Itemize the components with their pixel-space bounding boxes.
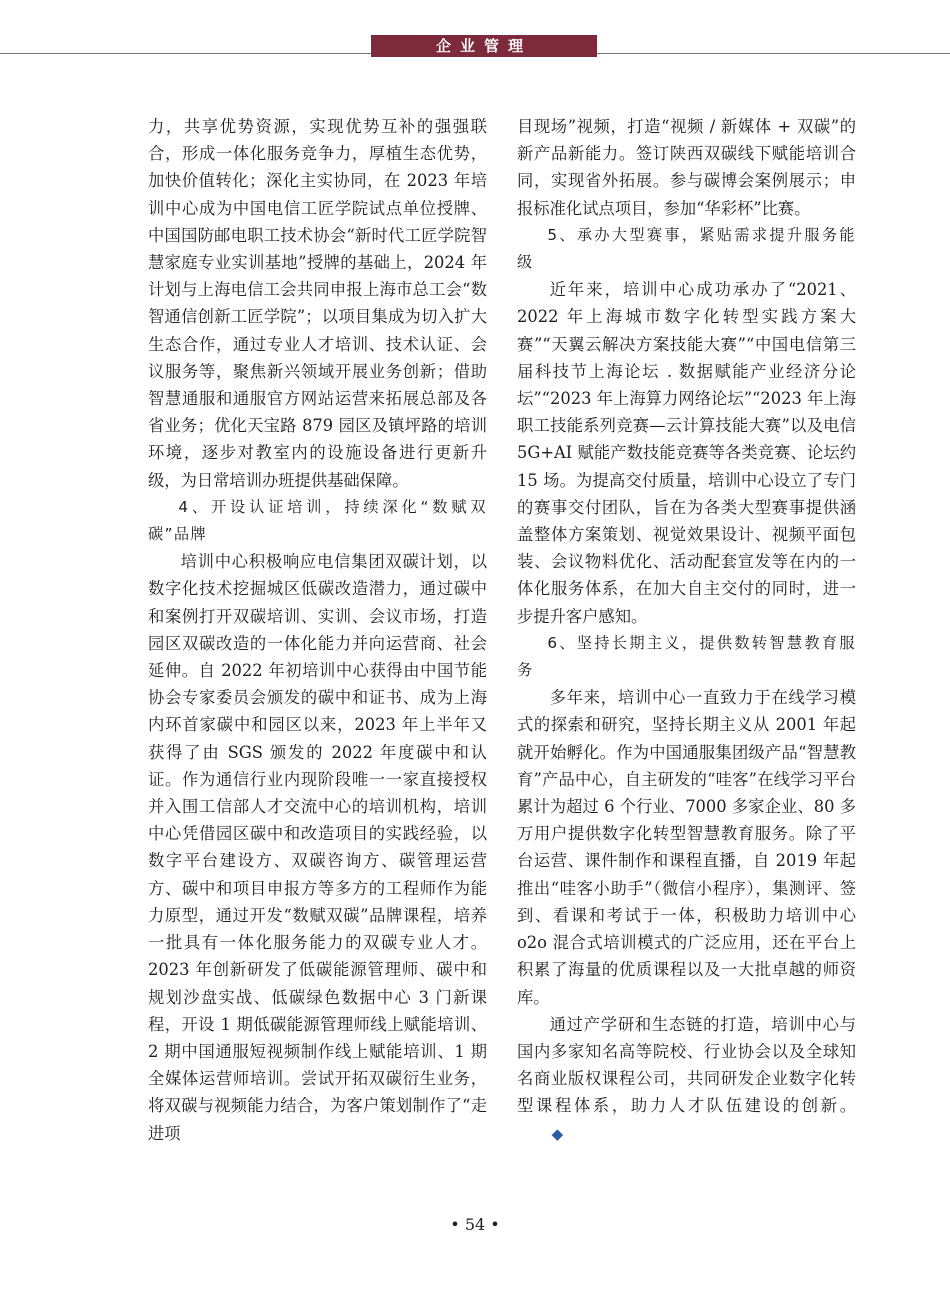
right-column — [517, 113, 856, 1148]
page-number: • 54 • — [450, 1215, 500, 1234]
paragraph: 培训中心积极响应电信集团双碳计划，以数字化技术挖掘城区低碳改造潜力，通过碳中和案例打开双碳培训、实训、会议市场，打造园区双碳改造的一体化能力并向运营商、社会延伸。自 2022 年初培训中心获得由中国节能协会专家委员会颁发的碳中和证书、成为上海内环首家碳中和园区以来，2023 年上半年又获得了由 SGS 颁发的 2022 年度碳中和认证。作为通信行业内现阶段唯一一家直接授权并入围工信部人才交流中心的培训机构，培训中心凭借园区碳中和改造项目的实践经验，以数字平台建设方、双碳咨询方、碳管理运营方、碳中和项目申报方等多方的工程师作为能力原型，通过开发“数赋双碳”品牌课程，培养一批具有一体化服务能力的双碳专业人才。2023 年创新研发了低碳能源管理师、碳中和规划沙盘实战、低碳绿色数据中心 3 门新课程，开设 1 期低碳能源管理师线上赋能培训、2 期中国通服短视频制作线上赋能培训、1 期全媒体运营师培训。尝试开拓双碳衍生业务，将双碳与视频能力结合，为客户策划制作了“走进项 — [148, 552, 487, 1143]
closing-paragraph-text: 通过产学研和生态链的打造，培训中心与国内多家知名高等院校、行业协会以及全球知名商业版权课程公司，共同研发企业数字化转型课程体系，助力人才队伍建设的创新。 — [517, 1014, 856, 1116]
paragraph: 多年来，培训中心一直致力于在线学习模式的探索和研究，坚持长期主义从 2001 年起就开始孵化。作为中国通服集团级产品“智慧教育”产品中心，自主研发的“哇客”在线学习平台累计为超过 6 个行业、7000 多家企业、80 多万用户提供数字化转型智慧教育服务。除了平台运营、课件制作和课程直播，自 2019 年起推出“哇客小助手”（微信小程序），集测评、签到、看课和考试于一体，积极助力培训中心 o2o 混合式培训模式的广泛应用，还在平台上积累了海量的优质课程以及一大批卓越的师资库。 — [517, 688, 856, 1007]
section-header: 企业管理 — [371, 35, 597, 57]
section-heading-5: 5、承办大型赛事，紧贴需求提升服务能级 — [517, 225, 856, 272]
paragraph-continued: 力，共享优势资源，实现优势互补的强强联合，形成一体化服务竞争力，厚植生态优势，加快价值转化；深化主实协同，在 2023 年培训中心成为中国电信工匠学院试点单位授牌、中国国防邮电职工技术协会“新时代工匠学院智慧家庭专业实训基地”授牌的基础上，2024 年计划与上海电信工会共同申报上海市总工会“数智通信创新工匠学院”；以项目集成为切入扩大生态合作，通过专业人才培训、技术认证、会议服务等，聚焦新兴领域开展业务创新；借助智慧通服和通服官方网站运营来拓展总部及各省业务；优化天宝路 879 园区及镇坪路的培训环境，逐步对教室内的设施设备进行更新升级，为日常培训办班提供基础保障。 — [148, 117, 487, 490]
closing-paragraph — [517, 1011, 856, 1148]
section-heading-6: 6、坚持长期主义，提供数转智慧教育服务 — [517, 633, 856, 680]
paragraph: 近年来，培训中心成功承办了“2021、2022 年上海城市数字化转型实践方案大赛”“天翼云解决方案技能大赛”“中国电信第三届科技节上海论坛 . 数据赋能产业经济分论坛”“2023 年上海算力网络论坛”“2023 年上海职工技能系列竞赛—云计算技能大赛”以及电信 5G+AI 赋能产数技能竞赛等各类竞赛、论坛约 15 场。为提高交付质量，培训中心设立了专门的赛事交付团队，旨在为各类大型赛事提供涵盖整体方案策划、视觉效果设计、视频平面包装、会议物料优化、活动配套宣发等在内的一体化服务体系，在加大自主交付的同时，进一步提升客户感知。 — [517, 280, 856, 626]
paragraph-continued: 目现场”视频，打造“视频 / 新媒体 + 双碳”的新产品新能力。签订陕西双碳线下赋能培训合同，实现省外拓展。参与碳博会案例展示；申报标准化试点项目，参加“华彩杯”比赛。 — [517, 117, 856, 218]
diamond-end-icon: ◆ — [551, 1124, 564, 1143]
left-column — [148, 113, 487, 1147]
section-heading-4: 4、开设认证培训，持续深化“数赋双碳”品牌 — [148, 497, 487, 544]
